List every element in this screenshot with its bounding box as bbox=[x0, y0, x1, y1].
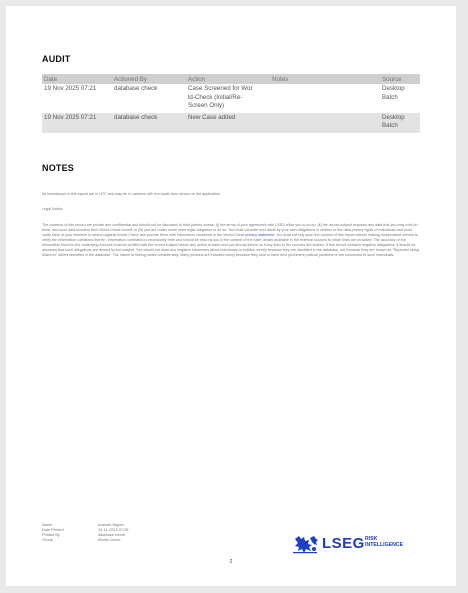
cell-date: 19 Nov 2025 07:21 bbox=[42, 113, 112, 133]
cell-source-line: Batch bbox=[382, 93, 398, 101]
print-info-labels bbox=[42, 522, 82, 542]
print-info-value: 19-11-2025 07:28 bbox=[98, 527, 129, 533]
legal-notice-body bbox=[42, 223, 421, 258]
lseg-logo bbox=[292, 534, 422, 554]
logo-subtitle-line: RISK bbox=[365, 536, 378, 542]
cell-action-line: New Case added bbox=[188, 113, 236, 121]
print-info-label: Group bbox=[42, 537, 53, 543]
cell-source-line: Desktop bbox=[382, 85, 405, 92]
print-info-label: Name bbox=[42, 522, 53, 527]
notes-section-title: NOTES bbox=[42, 163, 75, 173]
cell-action bbox=[186, 113, 270, 133]
cell-notes bbox=[270, 84, 380, 113]
column-header-source: Source bbox=[380, 74, 420, 84]
privacy-statement-link[interactable]: privacy statement bbox=[245, 233, 275, 237]
logo-wordmark: LSEG bbox=[322, 535, 365, 552]
audit-table-header bbox=[42, 74, 420, 84]
lion-emblem-icon bbox=[292, 534, 320, 554]
column-header-actioned-by: Actioned By bbox=[112, 74, 186, 84]
cell-action-line: ld-Check (Initial/Re- bbox=[188, 93, 243, 101]
print-info-label: Printed By bbox=[42, 532, 60, 538]
cell-source bbox=[380, 84, 420, 113]
table-row bbox=[42, 113, 420, 133]
audit-table bbox=[42, 74, 420, 133]
timezone-note: All timestamps in this export are in UTC and may be in variance with the locale time shown on the application bbox=[42, 192, 220, 196]
print-info-value: World-Check bbox=[98, 537, 121, 543]
cell-action bbox=[186, 84, 270, 113]
cell-notes bbox=[270, 113, 380, 133]
print-info-value: Anirudh Nigam bbox=[98, 522, 124, 527]
cell-action-line: Screen Only) bbox=[188, 102, 225, 109]
table-row bbox=[42, 84, 420, 113]
print-info-value: database check bbox=[98, 532, 126, 538]
column-header-action: Action bbox=[186, 74, 270, 84]
cell-source-line: Batch bbox=[382, 122, 398, 129]
audit-section-title: AUDIT bbox=[42, 54, 71, 64]
column-header-notes: Notes bbox=[270, 74, 380, 84]
column-header-date: Date bbox=[42, 74, 112, 84]
cell-date: 19 Nov 2025 07:21 bbox=[42, 84, 112, 113]
cell-actioned-by: database check bbox=[112, 113, 186, 133]
legal-notice-text: The contents of this record are private and confidential and should not be disclosed to third parties unless: (i) the terms of your agreement with LSEG allow you to do so; (ii) the record subject requests any data that you may hold on them, and such data includes their World-Check record; or (iii) you are under some other legal obligation to do so. You must consider and abide by your own obligations in relation to the data privacy rights of individuals and must notify them of your intention to search against World-Check and provide them with information contained in the World-Check bbox=[42, 223, 418, 237]
legal-notice-text: . You shall not rely upon the content of this report without making independent checks to verify the information contained therein. Information correlated is necessarily brief and should be read by you in the context of the fuller details available in the external sources to which links are provided. The accuracy of the information found in the underlying sources must be verified with the record subject before any action is taken and you should inform us if any links to the sources are broken. If this record contains negative allegations, it should be assumed that such allegations are denied by the subject. You should not draw any negative inferences about individuals or entities merely because they are identified in the database, nor because they are shown as "Reported being linked to" others identified in the database. The nature of linking varies considerably. Many persons are included solely because they hold or have held prominent political positions or are connected to such individuals. bbox=[42, 233, 419, 257]
page-number: 2 bbox=[229, 559, 233, 565]
cell-source bbox=[380, 113, 420, 133]
cell-actioned-by: database check bbox=[112, 84, 186, 113]
print-info-label: Date Printed bbox=[42, 527, 64, 533]
logo-subtitle-line: INTELLIGENCE bbox=[365, 541, 404, 548]
print-info-values bbox=[98, 522, 178, 542]
legal-notice-heading: Legal Notice bbox=[42, 207, 63, 211]
cell-source-line: Desktop bbox=[382, 113, 405, 121]
document-page bbox=[6, 6, 456, 586]
cell-action-line: Case Screened for Wor bbox=[188, 85, 253, 92]
logo-subtitle bbox=[365, 537, 403, 548]
